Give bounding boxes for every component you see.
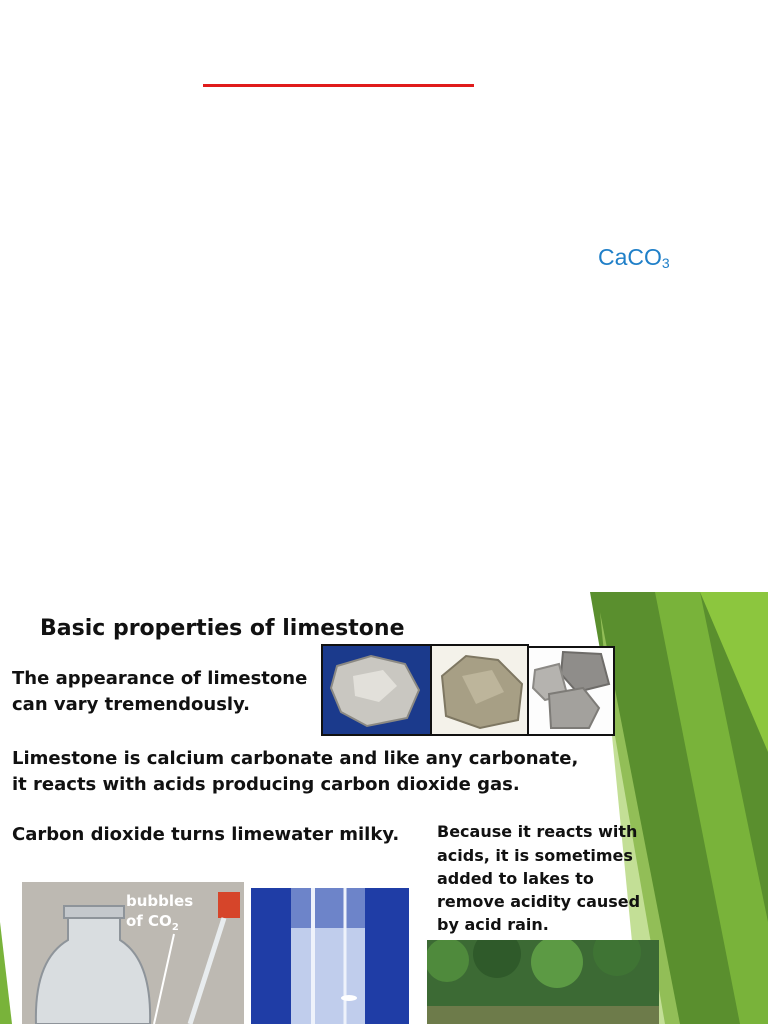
limestone-photo-tan-rock [430, 644, 529, 736]
reaction-text-line: it reacts with acids producing carbon dioxide gas. [12, 774, 520, 795]
slide-heading: Basic properties of limestone [40, 616, 405, 641]
limestone-properties-slide [0, 592, 768, 1024]
photo-label-co2: of $CO_2$ [126, 912, 179, 933]
limestone-photo-blue-background [321, 644, 432, 736]
lake-photo [427, 940, 659, 1024]
acid-rain-text-line: by acid rain. [437, 915, 549, 934]
limewater-text: Carbon dioxide turns limewater milky. [12, 824, 400, 845]
appearance-text-line: can vary tremendously. [12, 694, 250, 715]
acid-rain-text-line: acids, it is sometimes [437, 846, 633, 865]
chemical-formula: CaCO$_3$ [598, 244, 670, 271]
photo-label-bubbles: bubbles [126, 892, 194, 910]
title-underline [203, 84, 474, 87]
reaction-text-line: Limestone is calcium carbonate and like any carbonate, [12, 748, 579, 769]
appearance-text-line: The appearance of limestone [12, 668, 308, 689]
acid-rain-text-line: added to lakes to [437, 869, 594, 888]
acid-rain-text-line: Because it reacts with [437, 822, 638, 841]
acid-rain-text-line: remove acidity caused [437, 892, 641, 911]
milky-limewater-tube-photo [251, 888, 409, 1024]
limestone-photo-grey-rocks [527, 646, 615, 736]
